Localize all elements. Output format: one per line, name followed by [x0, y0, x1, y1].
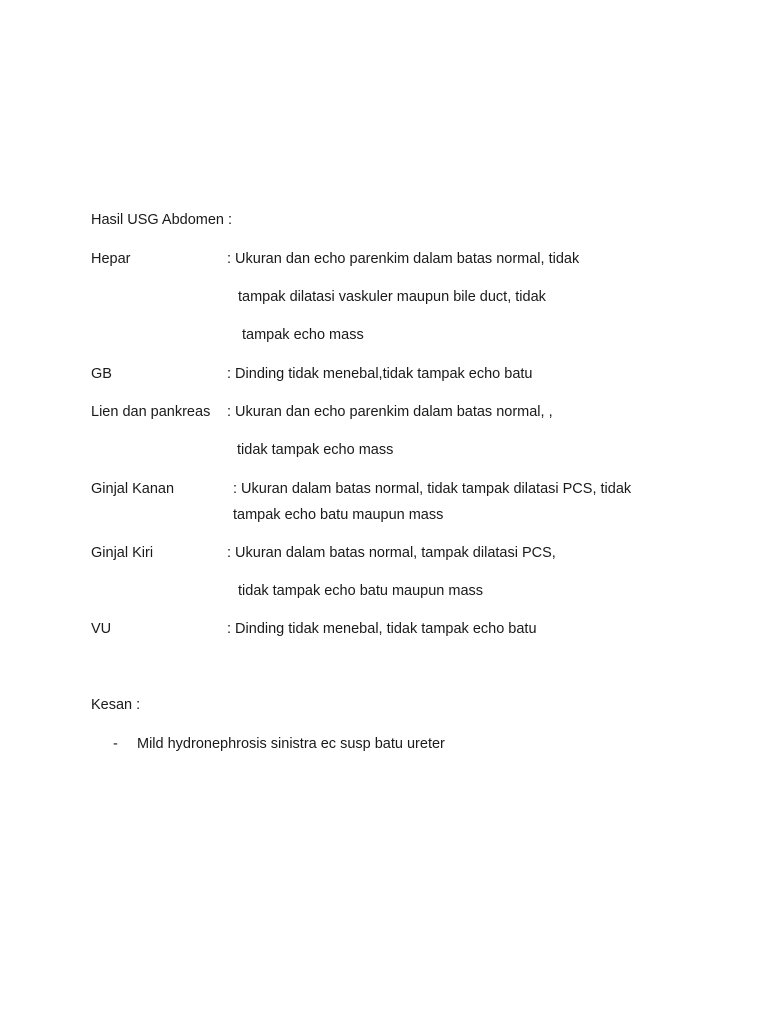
row-label-ginjal-kiri: Ginjal Kiri [91, 545, 154, 561]
report-title: Hasil USG Abdomen : [91, 212, 233, 228]
row-text-lien-pankreas-line-2: tidak tampak echo mass [237, 442, 394, 458]
row-label-vu: VU [91, 621, 112, 637]
impression-label: Kesan : [91, 697, 141, 713]
impression-text: Mild hydronephrosis sinistra ec susp batu ureter [137, 736, 445, 752]
row-label-ginjal-kanan: Ginjal Kanan [91, 481, 175, 497]
row-text-lien-pankreas-line-1: : Ukuran dan echo parenkim dalam batas normal, , [227, 404, 553, 420]
row-text-vu-line-1: : Dinding tidak menebal, tidak tampak echo batu [227, 621, 537, 637]
row-text-ginjal-kiri-line-2: tidak tampak echo batu maupun mass [238, 583, 484, 599]
row-text-gb-line-1: : Dinding tidak menebal,tidak tampak echo batu [227, 366, 533, 382]
row-text-ginjal-kanan-line-1: : Ukuran dalam batas normal, tidak tampak dilatasi PCS, tidak [233, 481, 632, 497]
row-text-hepar-line-3: tampak echo mass [242, 327, 364, 343]
row-label-gb: GB [91, 366, 112, 382]
row-text-hepar-line-1: : Ukuran dan echo parenkim dalam batas normal, tidak [227, 251, 580, 267]
row-label-hepar: Hepar [91, 251, 131, 267]
row-text-ginjal-kanan-line-2: tampak echo batu maupun mass [233, 507, 444, 523]
impression-bullet: - [113, 736, 118, 752]
row-text-ginjal-kiri-line-1: : Ukuran dalam batas normal, tampak dilatasi PCS, [227, 545, 556, 561]
row-label-lien-pankreas: Lien dan pankreas [91, 404, 211, 420]
row-text-hepar-line-2: tampak dilatasi vaskuler maupun bile duct, tidak [238, 289, 546, 305]
